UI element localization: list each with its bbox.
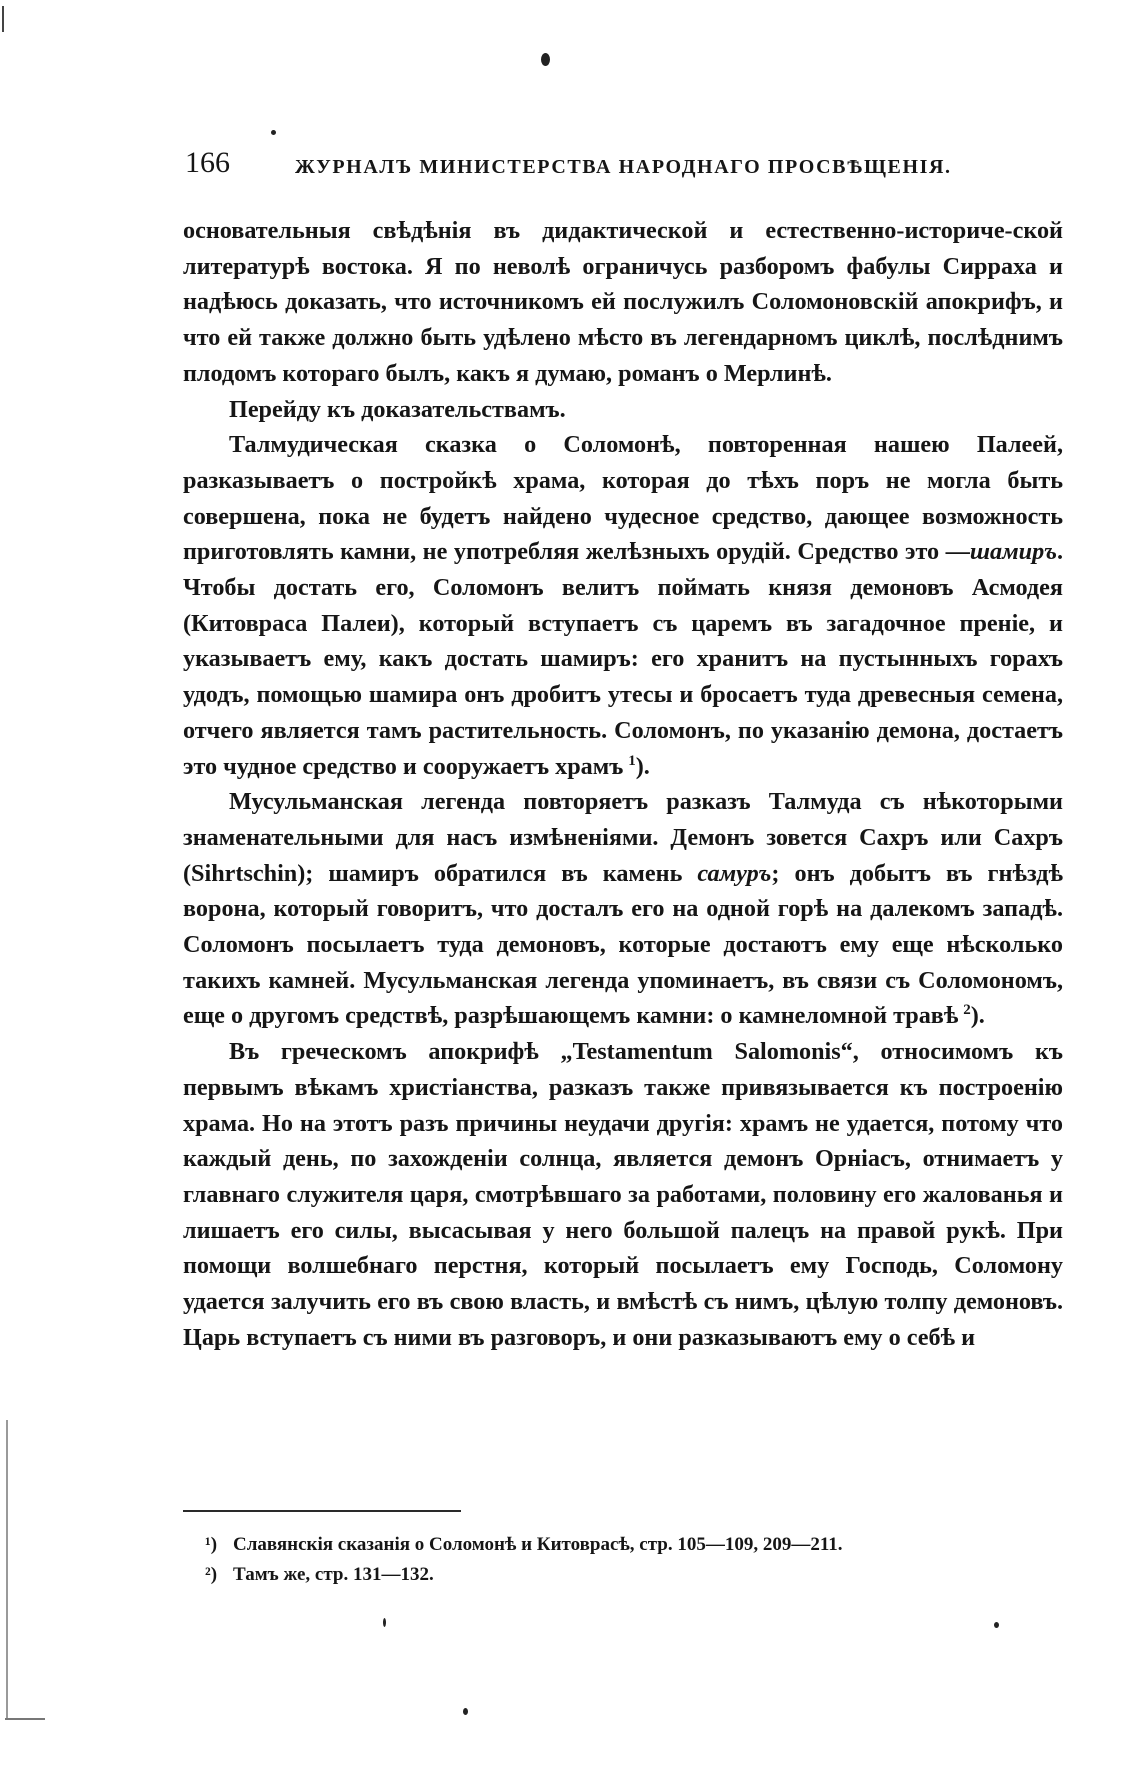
paragraph-3-text-end: ).	[635, 752, 650, 780]
left-edge-mark-lower	[6, 1420, 8, 1720]
paragraph-3-text-before: Талмудическая сказка о Соломонѣ, повторенная нашею Палеей, разказываетъ о постройкѣ храма, которая до тѣхъ поръ не могла быть совершена, пока не будетъ найдено чудесное средство, дающее возможность приготовлять камни, не употребляя желѣзныхъ орудій. Средство это —	[183, 431, 1063, 566]
paragraph-3-emphasis: шамиръ	[969, 538, 1057, 566]
footnote-1-text: Славянскія сказанія о Соломонѣ и Китоврасѣ, стр. 105—109, 209—211.	[233, 1534, 843, 1555]
ink-speck-header	[271, 130, 276, 135]
footnote-1-mark: ¹)	[205, 1534, 218, 1555]
footnote-1	[205, 1530, 1065, 1560]
paragraph-4-emphasis: самуръ	[697, 859, 772, 887]
left-edge-mark	[2, 6, 4, 32]
footnote-2-text: Тамъ же, стр. 131—132.	[233, 1564, 434, 1585]
footnote-2-mark: ²)	[205, 1564, 218, 1585]
ink-speck-bottom-3	[463, 1708, 468, 1715]
ink-speck-top	[541, 53, 550, 66]
paragraph-3	[183, 427, 1063, 784]
page-number: 166	[185, 146, 230, 179]
paragraph-1: основательныя свѣдѣнія въ дидактической и естественно-историче-ской литературѣ востока. Я по неволѣ ограничусь разборомъ фабулы Сирраха и надѣюсь доказать, что источникомъ ей послужилъ Соломоновскій апокрифъ, и что ей также должно быть удѣлено мѣсто въ легендарномъ циклѣ, послѣднимъ плодомъ котораго былъ, какъ я думаю, романъ о Мерлинѣ.	[183, 217, 1063, 387]
paragraph-4-text-after: ; онъ добытъ въ гнѣздѣ ворона, который говоритъ, что досталъ его на одной горѣ на далекомъ западѣ. Соломонъ посылаетъ туда демоновъ, которые достаютъ ему еще нѣсколько такихъ камней. Мусульманская легенда упоминаетъ, въ связи съ Соломономъ, еще о другомъ средствѣ, разрѣшающемъ камни: о камнеломной травѣ	[183, 859, 1063, 1030]
paragraph-3-text-after: . Чтобы достать его, Соломонъ велитъ поймать князя демоновъ Асмодея (Китовраса Палеи), который вступаетъ съ царемъ въ загадочное преніе, и указываетъ ему, какъ достать шамиръ: его хранитъ на пустынныхъ горахъ удодъ, помощью шамира онъ дробитъ утесы и бросаетъ туда древесныя семена, отчего является тамъ растительность. Соломонъ, по указанію демона, достаетъ это чудное средство и сооружаетъ храмъ	[183, 538, 1063, 780]
footnote-separator	[183, 1510, 461, 1512]
footnote-2	[205, 1560, 1065, 1590]
ink-speck-bottom-1	[383, 1618, 386, 1627]
ink-speck-bottom-2	[994, 1622, 999, 1628]
paragraph-2: Перейду къ доказательствамъ.	[229, 395, 566, 423]
footnote-ref-1[interactable]: 1	[628, 752, 636, 769]
footnote-ref-2[interactable]: 2	[963, 1002, 971, 1019]
main-text	[183, 213, 1063, 1356]
paragraph-4	[183, 784, 1063, 1034]
paragraph-4-text-end: ).	[970, 1002, 985, 1030]
page-header	[185, 146, 955, 186]
paragraph-4-text-before: Мусульманская легенда повторяетъ разказъ Талмуда съ нѣкоторыми знаменательными для насъ измѣненіями. Демонъ зовется Сахръ или Сахръ (Sihrtschin); шамиръ обратился въ камень	[183, 788, 1063, 887]
bottom-left-dash	[5, 1718, 45, 1720]
paragraph-5: Въ греческомъ апокрифѣ „Testamentum Salomonis“, относимомъ къ первымъ вѣкамъ христіанства, разказъ также привязывается къ построенію храма. Но на этотъ разъ причины неудачи другія: храмъ не удается, потому что каждый день, по захожденіи солнца, является демонъ Орніасъ, отнимаетъ у главнаго служителя царя, смотрѣвшаго за работами, половину его жалованья и лишаетъ его силы, высасывая у него большой палецъ на правой рукѣ. При помощи волшебнаго перстня, который посылаетъ ему Господь, Соломону удается залучить его въ свою власть, и вмѣстѣ съ нимъ, цѣлую толпу демоновъ. Царь вступаетъ съ ними въ разговоръ, и они разказываютъ ему о себѣ и	[183, 1038, 1063, 1351]
footnotes	[205, 1530, 1065, 1590]
running-head: ЖУРНАЛЪ МИНИСТЕРСТВА НАРОДНАГО ПРОСВѢЩЕНІЯ.	[295, 156, 952, 178]
